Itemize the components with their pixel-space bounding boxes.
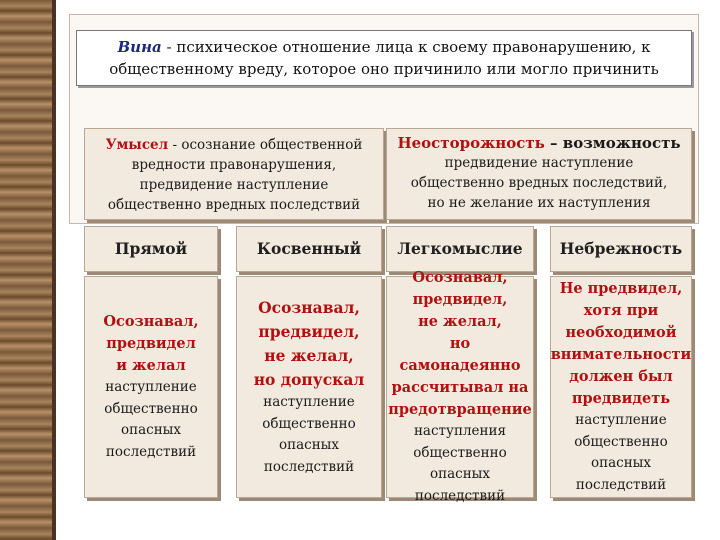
desc-text: наступления — [413, 423, 507, 439]
desc-text: наступление — [263, 394, 355, 410]
description-indirect — [236, 276, 382, 498]
desc-text: общественно — [262, 415, 356, 432]
intent-line-1-text: - осознание общественной — [168, 137, 363, 153]
desc-text: общественно — [413, 444, 507, 461]
desc-highlight: не желал, — [264, 346, 354, 365]
type-arrogance: Легкомыслие — [386, 226, 534, 272]
desc-text: опасных — [429, 466, 491, 482]
negligence-line: но не желание их наступления — [427, 195, 651, 211]
negligence-term: Неосторожность — [397, 134, 545, 152]
desc-highlight: Осознавал, — [412, 269, 508, 286]
definition-line-1 — [77, 36, 691, 58]
type-carelessness: Небрежность — [550, 226, 692, 272]
desc-text: общественно — [574, 433, 668, 450]
type-indirect: Косвенный — [236, 226, 382, 272]
desc-highlight: Осознавал, — [258, 298, 360, 317]
desc-highlight: предвидел, — [412, 291, 508, 308]
type-direct: Прямой — [84, 226, 218, 272]
desc-highlight: предвидеть — [571, 390, 671, 407]
intent-term: Умысел — [105, 137, 169, 153]
intent-line: общественно вредных последствий — [107, 197, 361, 213]
desc-highlight: внимательности — [550, 346, 692, 363]
desc-text: общественно — [104, 400, 198, 417]
intent-line-1 — [85, 135, 383, 155]
desc-text: последствий — [263, 458, 355, 475]
desc-text: последствий — [575, 476, 667, 493]
intent-line: предвидение наступление — [139, 177, 329, 193]
desc-text: последствий — [105, 443, 197, 460]
desc-text: последствий — [414, 487, 506, 504]
description-arrogance — [386, 269, 534, 504]
desc-text: наступление — [105, 379, 197, 395]
desc-highlight: рассчитывал на — [391, 379, 529, 396]
guilt-definition — [76, 30, 692, 86]
definition-line-2: общественному вреду, которое оно причинило или могло причинить — [109, 60, 659, 78]
negligence-line: общественно вредных последствий, — [410, 175, 668, 191]
definition-line-1-text: - психическое отношение лица к своему правонарушению, к — [161, 38, 651, 56]
negligence-box — [386, 128, 692, 220]
decorative-left-strip — [0, 0, 56, 540]
desc-highlight: хотя при — [583, 302, 659, 319]
negligence-line-1-text: – возможность — [544, 134, 681, 152]
desc-highlight: и желал — [116, 357, 186, 374]
intent-line: вредности правонарушения, — [131, 157, 337, 173]
desc-highlight: Осознавал, — [103, 313, 199, 330]
desc-highlight: Не предвидел, — [559, 280, 683, 297]
desc-highlight: предотвращение — [388, 401, 532, 418]
negligence-line-1 — [387, 133, 691, 153]
desc-highlight: должен был — [569, 368, 673, 385]
desc-highlight: не желал, — [418, 313, 502, 330]
desc-text: опасных — [120, 422, 182, 438]
negligence-line: предвидение наступление — [444, 155, 634, 171]
desc-text: наступление — [575, 412, 667, 428]
desc-highlight: но самонадеянно — [399, 335, 521, 374]
desc-text: опасных — [278, 437, 340, 453]
description-direct — [84, 276, 218, 498]
desc-highlight: необходимой — [565, 324, 677, 341]
description-carelessness — [550, 276, 692, 498]
desc-highlight: предвидел, — [258, 322, 360, 341]
intent-box — [84, 128, 384, 220]
desc-text: опасных — [590, 455, 652, 471]
desc-highlight: но допускал — [253, 370, 365, 389]
desc-highlight: предвидел — [106, 335, 196, 352]
definition-term: Вина — [117, 38, 162, 56]
